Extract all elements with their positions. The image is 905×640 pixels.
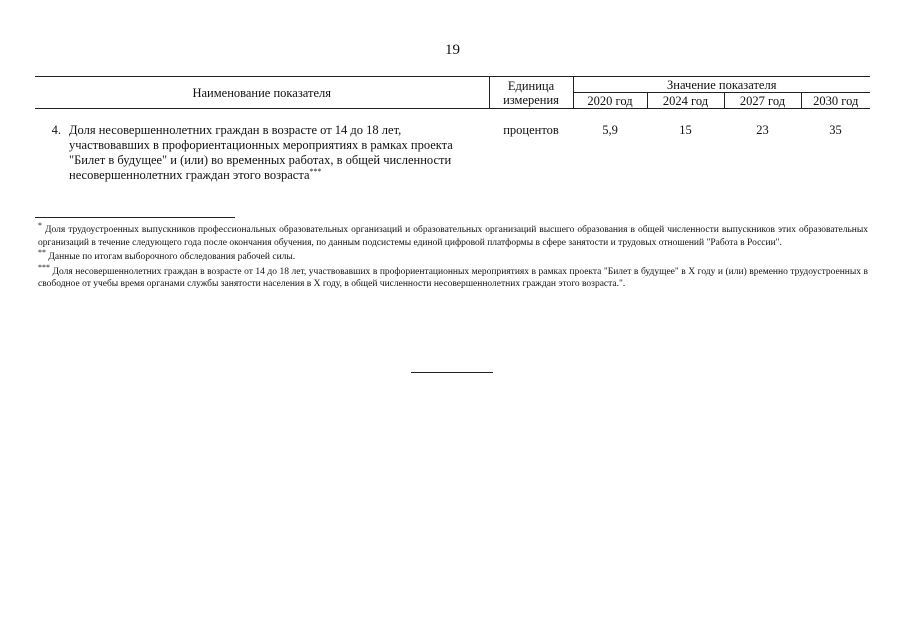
row-value-2027: 23 — [756, 123, 769, 137]
row-value-2030: 35 — [829, 123, 842, 137]
footnote-mark: *** — [38, 262, 50, 272]
footnote-2 — [38, 247, 868, 264]
footnote-text: Данные по итогам выборочного обследования рабочей силы. — [48, 252, 296, 262]
page-number: 19 — [445, 42, 460, 58]
footnote-text: Доля трудоустроенных выпускников профессиональных образовательных организаций и образовательных организаций высшего образования в общей численности выпускников этих образовательных организаций в течение следующего года после окончания обучения, по данным подсистемы единой цифровой платформы в сфере занятости и трудовых отношений "Работа в России". — [38, 225, 869, 248]
row-value-2024: 15 — [679, 123, 692, 137]
indicator-table — [35, 76, 870, 183]
footnote-3 — [38, 262, 869, 291]
end-divider — [411, 372, 493, 373]
header-unit-line2: измерения — [503, 92, 559, 107]
footnote-mark: * — [38, 220, 42, 230]
table-spacer — [35, 109, 870, 124]
row-name-line: участвовавших в профориентационных мероприятиях в рамках проекта — [69, 138, 453, 152]
footnotes — [38, 220, 869, 293]
row-name-line: Доля несовершеннолетних граждан в возрасте от 14 до 18 лет, — [69, 123, 402, 137]
row-name-line: "Билет в будущее" и (или) во временных работах, в общей численности — [69, 153, 452, 167]
header-year-2027: 2027 год — [724, 93, 801, 109]
header-year-2030: 2030 год — [801, 93, 870, 109]
row-value-2020: 5,9 — [602, 123, 618, 137]
row-name-line: несовершеннолетних граждан этого возраста*** — [69, 166, 322, 182]
footnote-mark: ** — [38, 247, 46, 257]
footnote-text: Доля несовершеннолетних граждан в возрасте от 14 до 18 лет, участвовавших в профориентационных мероприятиях в рамках проекта "Билет в будущее" в X году и (или) временно трудоустроенных в свободное от учебы время органами службы занятости населения в X году, в общей численности несовершеннолетних граждан этого возраста. — [38, 266, 869, 289]
row-number: 4. — [51, 123, 61, 137]
header-year-2020: 2020 год — [573, 93, 647, 109]
row-unit: процентов — [503, 123, 559, 137]
header-unit-line1: Единица — [507, 78, 555, 93]
closing-quote: ". — [618, 279, 626, 289]
header-year-2024: 2024 год — [647, 93, 724, 109]
row-indicator-name — [61, 123, 489, 183]
header-indicator-value: Значение показателя — [573, 77, 870, 93]
footnote-mark: *** — [309, 166, 322, 176]
header-unit — [489, 77, 573, 109]
footnote-1 — [38, 220, 869, 249]
header-indicator-name: Наименование показателя — [35, 77, 489, 109]
table-row — [35, 123, 870, 183]
footnote-divider — [35, 217, 235, 218]
